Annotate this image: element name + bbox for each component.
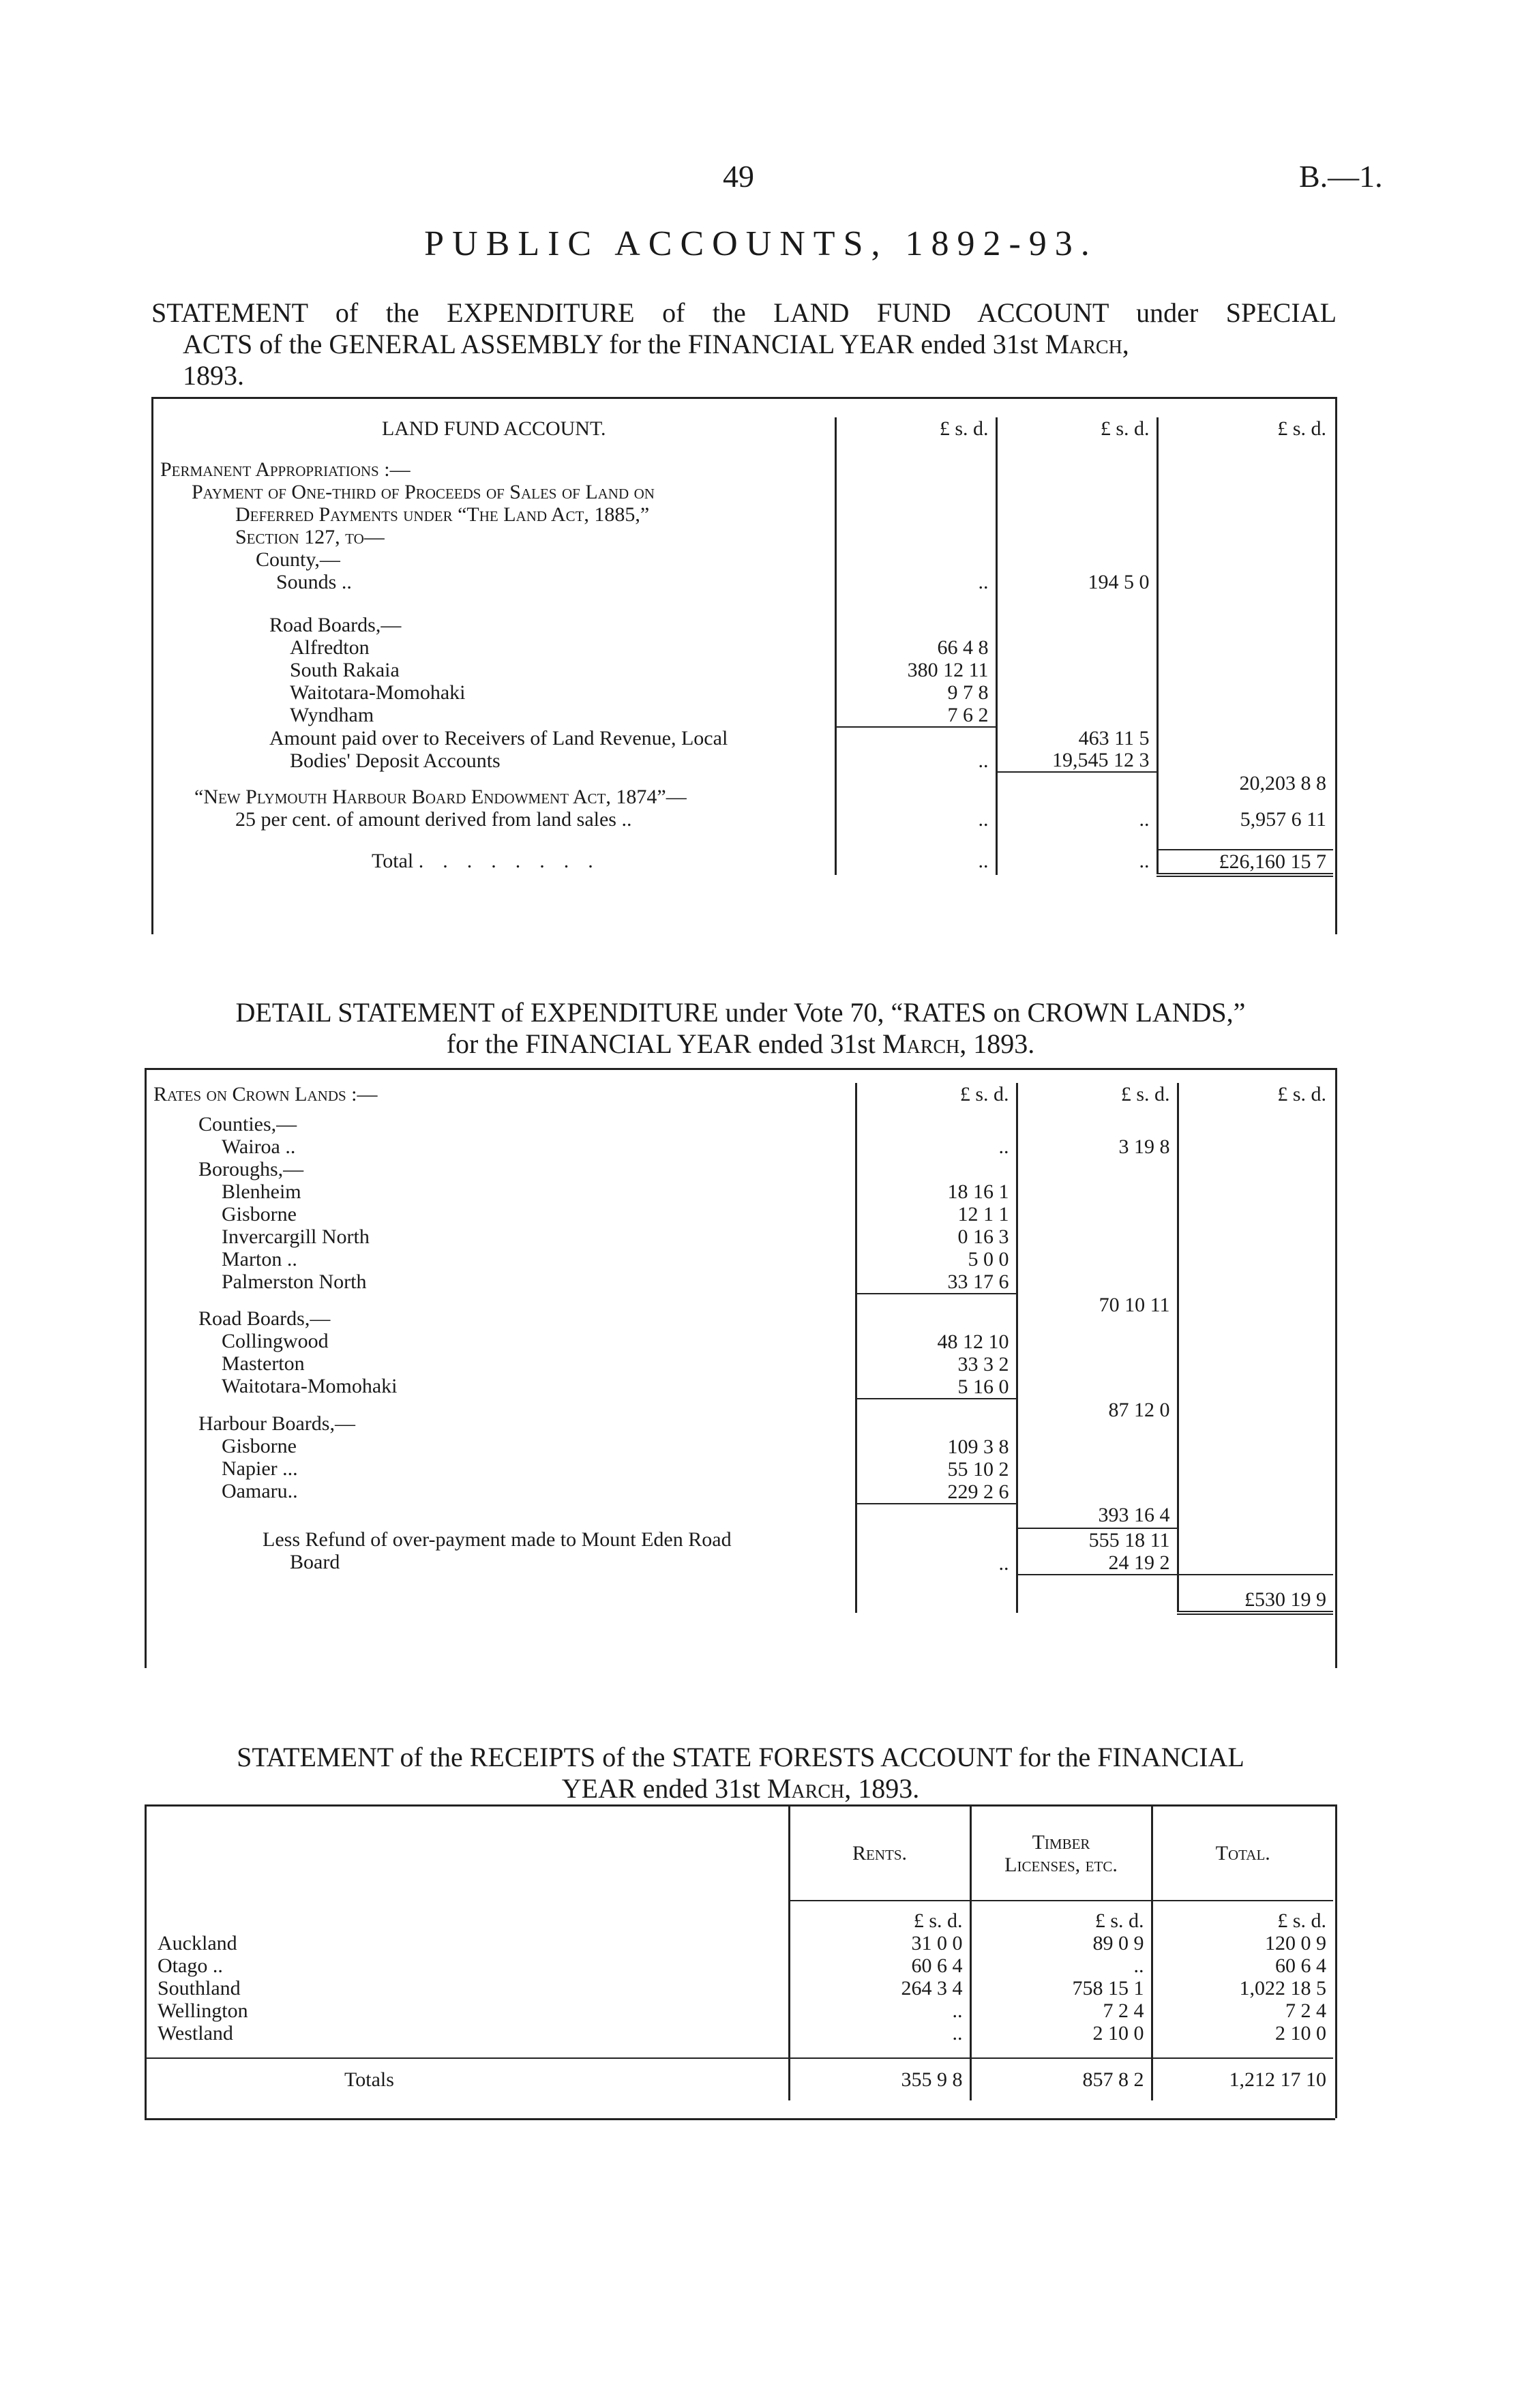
section2-heading-line2: for the FINANCIAL YEAR ended 31st March, 1893. <box>446 1028 1035 1059</box>
currency-header: £ s. d. <box>789 1901 970 1932</box>
section3-heading-line2: YEAR ended 31st March, 1893. <box>561 1773 920 1804</box>
total-cell: 60 6 4 <box>1152 1954 1333 1977</box>
counties-label: Counties,— <box>198 1113 297 1135</box>
list-item: Palmerston North <box>222 1270 367 1293</box>
receivers-line2: Bodies' Deposit Accounts <box>290 749 501 772</box>
road-total: 463 11 5 <box>1078 727 1150 749</box>
total-col1: .. <box>835 850 996 875</box>
total-col2: .. <box>996 850 1157 875</box>
section1-heading-line2: ACTS of the GENERAL ASSEMBLY for the FINANCIAL YEAR ended 31st March, 1893. <box>183 329 1129 391</box>
rents-cell: .. <box>789 2000 970 2022</box>
currency-header: £ s. d. <box>996 417 1157 458</box>
row-label: Westland <box>158 2022 233 2045</box>
list-item: Wyndham <box>290 704 374 726</box>
rents-cell: .. <box>789 2022 970 2045</box>
timber-cell: 7 2 4 <box>970 2000 1152 2022</box>
harbour-act-line2: 25 per cent. of amount derived from land sales .. <box>235 808 632 831</box>
land-fund-table <box>153 417 1333 877</box>
row-label: Otago .. <box>158 1954 223 1977</box>
table-row <box>147 1932 1333 1954</box>
row-label: Southland <box>158 1977 241 2000</box>
borough-amount: 12 1 1 <box>957 1203 1009 1225</box>
currency-header: £ s. d. <box>835 417 996 458</box>
page-title: PUBLIC ACCOUNTS, 1892-93. <box>424 224 1098 263</box>
road-amount: 9 7 8 <box>947 681 989 704</box>
refund-col1: .. <box>856 1528 1017 1575</box>
section3-bottom-rule <box>145 2118 1335 2120</box>
rents-cell: 60 6 4 <box>789 1954 970 1977</box>
section2-heading-line1: DETAIL STATEMENT of EXPENDITURE under Vote 70, “RATES on CROWN LANDS,” <box>235 997 1246 1028</box>
section3-heading <box>145 1742 1337 1804</box>
currency-header: £ s. d. <box>1017 1083 1178 1113</box>
harbour-total: 393 16 4 <box>1098 1504 1170 1526</box>
road-amount: 66 4 8 <box>937 636 989 659</box>
road-amount: 5 16 0 <box>957 1376 1009 1398</box>
payment-line1: Payment of One-third of Proceeds of Sales of Land on <box>192 481 655 503</box>
list-item: South Rakaia <box>290 659 400 681</box>
col-timber-licenses: Timber Licenses, etc. <box>970 1807 1152 1901</box>
list-item: Gisborne <box>222 1435 297 1457</box>
timber-cell: .. <box>970 1954 1152 1977</box>
table-row <box>147 1954 1333 1977</box>
totals-label: Totals <box>147 2058 789 2100</box>
table-row <box>147 1977 1333 2000</box>
timber-cell: 2 10 0 <box>970 2022 1152 2045</box>
boroughs-label: Boroughs,— <box>198 1158 304 1180</box>
list-item: Alfredton <box>290 636 370 659</box>
state-forests-table <box>147 1807 1333 2100</box>
total-label: Total ........ <box>372 850 612 872</box>
wairoa-label: Wairoa .. <box>222 1135 296 1158</box>
harbour-amount: 229 2 6 <box>947 1481 1009 1503</box>
road-amount: 33 3 2 <box>957 1353 1009 1376</box>
road-amount: 380 12 11 <box>907 659 989 681</box>
borough-amount: 33 17 6 <box>947 1270 1009 1293</box>
payment-line3: Section 127, to— <box>235 526 385 548</box>
list-item: Collingwood <box>222 1330 329 1352</box>
rents-cell: 31 0 0 <box>789 1932 970 1954</box>
col-total: Total. <box>1152 1807 1333 1901</box>
document-reference: B.—1. <box>1299 159 1383 194</box>
sounds-label: Sounds .. <box>276 571 352 593</box>
row-label: Wellington <box>158 2000 248 2022</box>
section1-heading-line1: STATEMENT of the EXPENDITURE of the LAND FUND ACCOUNT under SPECIAL <box>151 297 1337 328</box>
road-total: 87 12 0 <box>1108 1399 1170 1421</box>
borough-amount: 0 16 3 <box>957 1225 1009 1248</box>
list-item: Waitotara-Momohaki <box>222 1375 398 1397</box>
net-total: £530 19 9 <box>1178 1575 1333 1613</box>
total-cell: 1,022 18 5 <box>1152 1977 1333 2000</box>
totals-timber: 857 8 2 <box>970 2058 1152 2100</box>
rates-header: Rates on Crown Lands :— <box>153 1083 378 1105</box>
grand-total: £26,160 15 7 <box>1157 850 1333 875</box>
perm-approp-label: Permanent Appropriations :— <box>160 458 411 481</box>
county-label: County,— <box>256 548 340 571</box>
gross-total: 555 18 11 <box>1088 1529 1170 1551</box>
receivers-col1: .. <box>835 727 996 772</box>
receivers-col2: 19,545 12 3 <box>996 727 1157 772</box>
list-item: Waitotara-Momohaki <box>290 681 466 704</box>
total-cell: 7 2 4 <box>1152 2000 1333 2022</box>
timber-cell: 89 0 9 <box>970 1932 1152 1954</box>
currency-header: £ s. d. <box>970 1901 1152 1932</box>
rates-crown-lands-table <box>147 1083 1333 1615</box>
refund-line1: Less Refund of over-payment made to Mount Eden Road <box>263 1528 732 1551</box>
road-amount: 7 6 2 <box>947 704 989 726</box>
section3-heading-line1: STATEMENT of the RECEIPTS of the STATE FORESTS ACCOUNT for the FINANCIAL <box>237 1742 1244 1772</box>
harbour-col1: .. <box>835 786 996 831</box>
col-rents: Rents. <box>789 1807 970 1901</box>
table-row <box>147 2000 1333 2022</box>
list-item: Napier ... <box>222 1457 298 1480</box>
land-fund-col-header: LAND FUND ACCOUNT. <box>381 417 606 440</box>
list-item: Invercargill North <box>222 1225 370 1248</box>
totals-total: 1,212 17 10 <box>1152 2058 1333 2100</box>
rents-cell: 264 3 4 <box>789 1977 970 2000</box>
harbour-act-line1: “New Plymouth Harbour Board Endowment Act, 1874”— <box>194 786 687 808</box>
list-item: Oamaru.. <box>222 1480 298 1502</box>
harbour-boards-label: Harbour Boards,— <box>198 1412 355 1435</box>
refund-line2: Board <box>290 1551 340 1573</box>
total-cell: 120 0 9 <box>1152 1932 1333 1954</box>
timber-cell: 758 15 1 <box>970 1977 1152 2000</box>
borough-amount: 5 0 0 <box>968 1248 1009 1270</box>
harbour-col2: .. <box>996 786 1157 831</box>
currency-header: £ s. d. <box>1178 1083 1333 1113</box>
currency-header: £ s. d. <box>1157 417 1333 458</box>
harbour-amount: 109 3 8 <box>947 1436 1009 1458</box>
refund-col2: 24 19 2 <box>1108 1551 1170 1574</box>
receivers-line1: Amount paid over to Receivers of Land Revenue, Local <box>269 727 728 749</box>
sounds-col1: .. <box>835 458 996 593</box>
currency-header: £ s. d. <box>856 1083 1017 1113</box>
sounds-col2: 194 5 0 <box>996 458 1157 593</box>
section2-heading <box>145 997 1337 1060</box>
wairoa-col1: .. <box>856 1113 1017 1158</box>
page-number: 49 <box>723 159 754 194</box>
total-cell: 2 10 0 <box>1152 2022 1333 2045</box>
table-row <box>147 2022 1333 2045</box>
road-amount: 48 12 10 <box>937 1331 1009 1353</box>
list-item: Gisborne <box>222 1203 297 1225</box>
road-boards-label: Road Boards,— <box>198 1307 331 1330</box>
section1-heading <box>151 297 1337 391</box>
list-item: Blenheim <box>222 1180 301 1203</box>
totals-row <box>147 2058 1333 2100</box>
borough-total: 70 10 11 <box>1099 1294 1170 1316</box>
subtotal-col3: 20,203 8 8 <box>1239 772 1326 794</box>
payment-line2: Deferred Payments under “The Land Act, 1885,” <box>235 503 650 526</box>
row-label: Auckland <box>158 1932 237 1954</box>
list-item: Marton .. <box>222 1248 297 1270</box>
wairoa-col2: 3 19 8 <box>1017 1113 1178 1158</box>
borough-amount: 18 16 1 <box>947 1180 1009 1203</box>
harbour-col3: 5,957 6 11 <box>1157 786 1333 831</box>
currency-header: £ s. d. <box>1152 1901 1333 1932</box>
harbour-amount: 55 10 2 <box>947 1458 1009 1481</box>
road-boards-label: Road Boards,— <box>269 614 402 636</box>
list-item: Masterton <box>222 1352 305 1375</box>
totals-rents: 355 9 8 <box>789 2058 970 2100</box>
